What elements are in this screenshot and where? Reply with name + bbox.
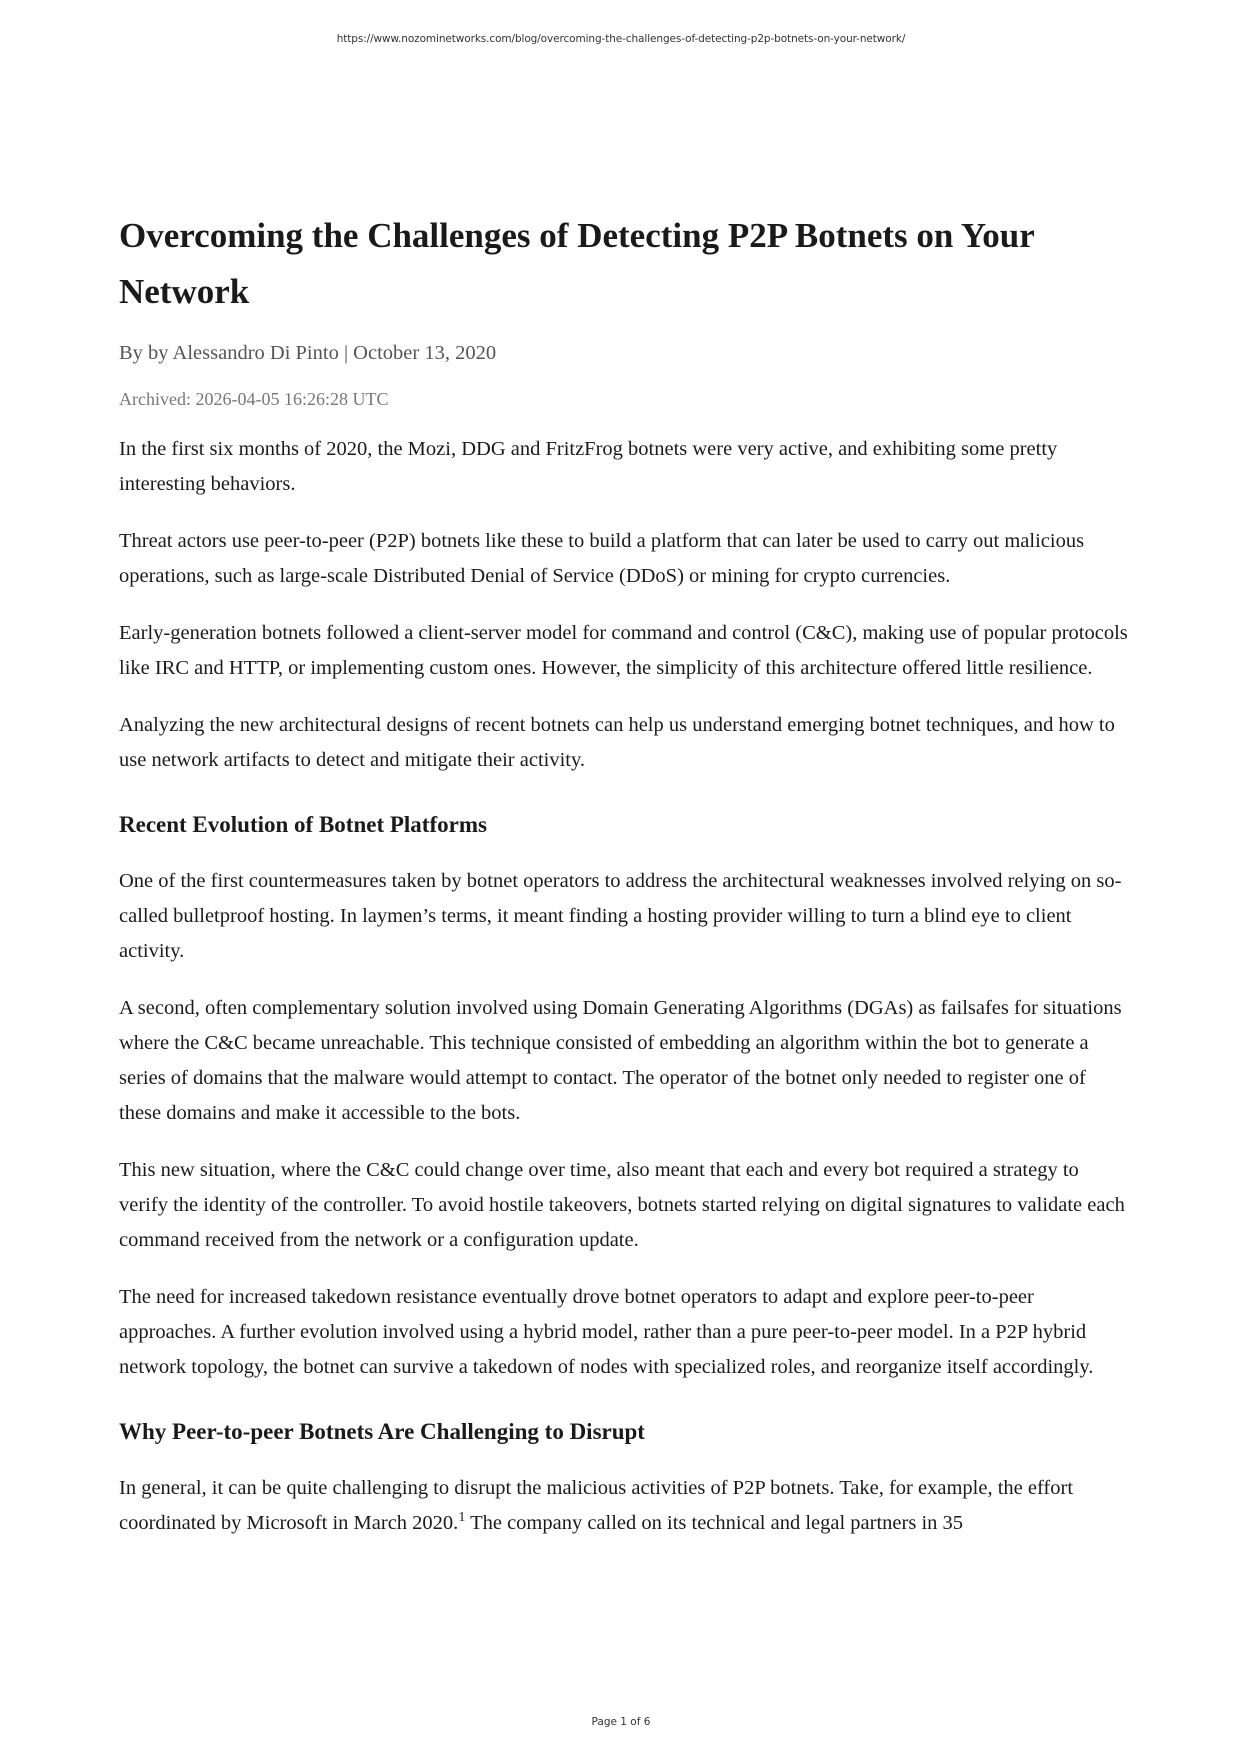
paragraph: Early-generation botnets followed a client-server model for command and control (C&C), making use of popular protocols like IRC and HTTP, or implementing custom ones. However, the simplicity of this architecture offered little resilience. — [119, 622, 1128, 679]
page-url-header: https://www.nozominetworks.com/blog/overcoming-the-challenges-of-detecting-p2p-botnets-on-your-network/ — [336, 33, 906, 45]
paragraph-text: The company called on its technical and legal partners in 35 — [465, 1512, 964, 1534]
section-heading-p2p-challenges: Why Peer-to-peer Botnets Are Challenging to Disrupt — [119, 1419, 645, 1444]
paragraph: This new situation, where the C&C could change over time, also meant that each and every bot required a strategy to verify the identity of the controller. To avoid hostile takeovers, botnets started relying on digital signatures to validate each command received from the network or a configuration update. — [119, 1159, 1125, 1251]
section-heading-recent-evolution: Recent Evolution of Botnet Platforms — [119, 812, 487, 837]
paragraph: A second, often complementary solution involved using Domain Generating Algorithms (DGAs) as failsafes for situations where the C&C became unreachable. This technique consisted of embedding an algorithm within the bot to generate a series of domains that the malware would attempt to contact. The operator of the botnet only needed to register one of these domains and make it accessible to the bots. — [119, 997, 1122, 1124]
paragraph-text: In general, it can be quite challenging to disrupt the malicious activities of P2P botnets. Take, for example, the effort coordinated by Microsoft in March 2020. — [119, 1477, 1074, 1534]
archived-timestamp: Archived: 2026-04-05 16:26:28 UTC — [119, 389, 389, 409]
article-byline: By by Alessandro Di Pinto | October 13, 2020 — [119, 342, 497, 364]
paragraph: In the first six months of 2020, the Mozi, DDG and FritzFrog botnets were very active, and exhibiting some pretty interesting behaviors. — [119, 438, 1058, 495]
paragraph: The need for increased takedown resistance eventually drove botnet operators to adapt and explore peer-to-peer approaches. A further evolution involved using a hybrid model, rather than a pure peer-to-peer model. In a P2P hybrid network topology, the botnet can survive a takedown of nodes with specialized roles, and reorganize itself accordingly. — [119, 1286, 1094, 1378]
paragraph — [119, 1471, 1129, 1541]
paragraph: Analyzing the new architectural designs of recent botnets can help us understand emerging botnet techniques, and how to use network artifacts to detect and mitigate their activity. — [119, 714, 1115, 771]
page-number: Page 1 of 6 — [591, 1716, 651, 1728]
article-title: Overcoming the Challenges of Detecting P2P Botnets on Your Network — [119, 216, 1035, 311]
footnote-reference[interactable]: 1 — [458, 1510, 466, 1526]
article-body — [119, 208, 1129, 1563]
paragraph: One of the first countermeasures taken by botnet operators to address the architectural weaknesses involved relying on so-called bulletproof hosting. In laymen’s terms, it meant finding a hosting provider willing to turn a blind eye to client activity. — [119, 870, 1122, 962]
paragraph: Threat actors use peer-to-peer (P2P) botnets like these to build a platform that can later be used to carry out malicious operations, such as large-scale Distributed Denial of Service (DDoS) or mining for crypto currencies. — [119, 530, 1085, 587]
